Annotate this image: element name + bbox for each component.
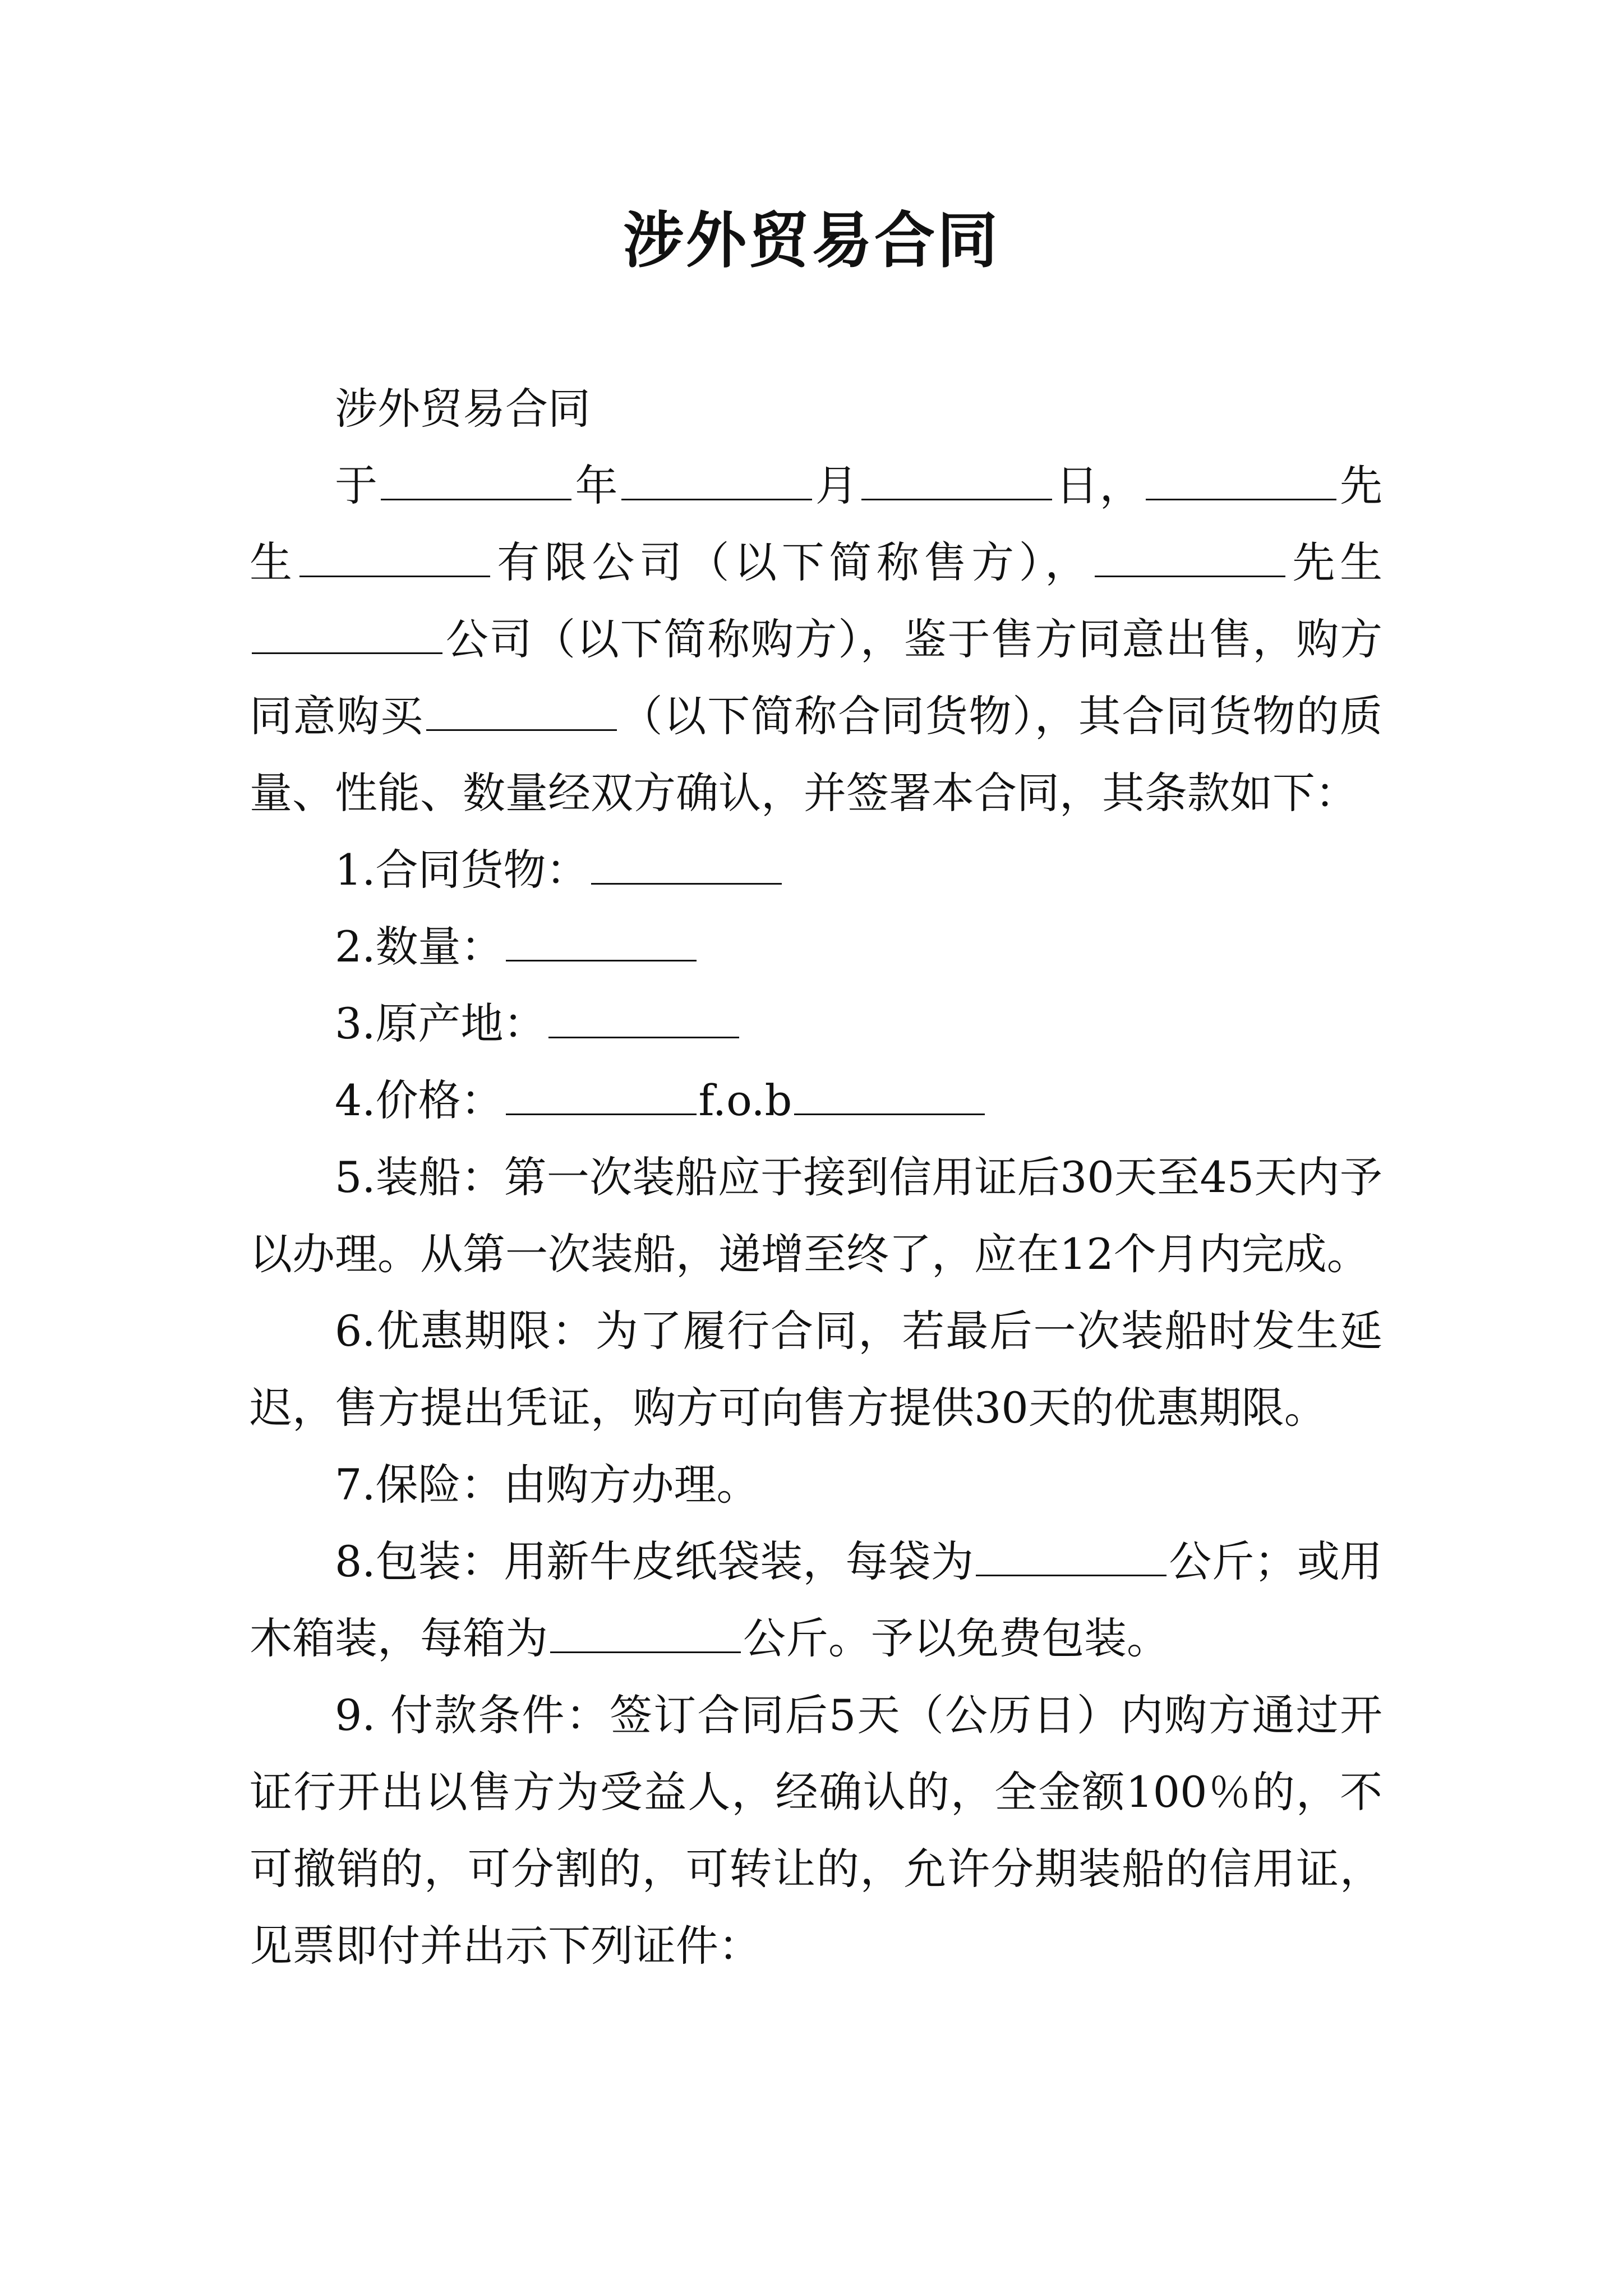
clause-packing-text-b: 公斤；或用木箱装，每箱为 bbox=[250, 1536, 1382, 1663]
clause-quantity-label: 2.数量： bbox=[335, 922, 504, 972]
contract-heading: 涉外贸易合同 bbox=[335, 384, 591, 434]
intro-paragraph bbox=[250, 447, 1382, 831]
buyer-rep-blank bbox=[1095, 536, 1285, 577]
day-blank bbox=[861, 459, 1052, 500]
quantity-blank bbox=[506, 921, 697, 961]
intro-text-1: 于 bbox=[335, 461, 379, 510]
clause-packing-text-a: 8.包装：用新牛皮纸袋装，每袋为 bbox=[335, 1536, 974, 1586]
intro-text-7: 先生 bbox=[1287, 537, 1383, 587]
intro-text-3: 月 bbox=[814, 461, 860, 510]
clause-quantity bbox=[250, 908, 1382, 985]
clause-price-fob: f.o.b bbox=[698, 1075, 792, 1125]
seller-company-blank bbox=[299, 536, 490, 577]
clause-grace-period: 6.优惠期限：为了履行合同，若最后一次装船时发生延迟，售方提出凭证，购方可向售方提供30天的优惠期限。 bbox=[250, 1306, 1382, 1433]
clause-goods-label: 1.合同货物： bbox=[335, 845, 589, 895]
intro-text-8: 公司（以下简称购方），鉴于售方同意出售，购方同意购买 bbox=[250, 614, 1382, 741]
intro-text-5: 先生 bbox=[250, 461, 1383, 587]
clause-insurance: 7.保险：由购方办理。 bbox=[335, 1460, 759, 1510]
buyer-company-blank bbox=[252, 613, 442, 654]
box-weight-blank bbox=[550, 1612, 741, 1653]
clause-shipment: 5.装船：第一次装船应于接到信用证后30天至45天内予以办理。从第一次装船，递增至终了，应在12个月内完成。 bbox=[250, 1152, 1382, 1279]
clause-price-label: 4.价格： bbox=[335, 1075, 504, 1125]
seller-rep-blank bbox=[1146, 459, 1336, 500]
origin-blank bbox=[548, 997, 739, 1038]
clause-origin-label: 3.原产地： bbox=[335, 999, 546, 1048]
intro-text-6: 有限公司（以下简称售方）， bbox=[492, 537, 1092, 587]
intro-text-2: 年 bbox=[574, 461, 619, 510]
clause-price bbox=[250, 1062, 1382, 1139]
year-blank bbox=[381, 459, 571, 500]
intro-text-9: （以下简称合同货物），其合同货物的质量、性能、数量经双方确认，并签署本合同，其条款如下： bbox=[250, 691, 1383, 818]
clause-packing-text-c: 公斤。予以免费包装。 bbox=[743, 1613, 1169, 1663]
goods-blank bbox=[426, 690, 617, 731]
clause-packing bbox=[250, 1523, 1382, 1677]
goods-name-blank bbox=[591, 844, 782, 885]
intro-text-4: 日， bbox=[1054, 461, 1144, 510]
document-body bbox=[250, 370, 1382, 1984]
month-blank bbox=[621, 459, 812, 500]
clause-goods bbox=[250, 831, 1382, 908]
fob-port-blank bbox=[794, 1074, 985, 1115]
clause-origin bbox=[250, 985, 1382, 1062]
clause-payment: 9. 付款条件：签订合同后5天（公历日）内购方通过开证行开出以售方为受益人，经确认的，全金额100％的，不可撤销的，可分割的，可转让的，允许分期装船的信用证，见票即付并出示下列证件： bbox=[250, 1690, 1382, 1971]
document-title: 涉外贸易合同 bbox=[623, 206, 1000, 276]
bag-weight-blank bbox=[976, 1535, 1166, 1576]
price-blank bbox=[506, 1074, 697, 1115]
